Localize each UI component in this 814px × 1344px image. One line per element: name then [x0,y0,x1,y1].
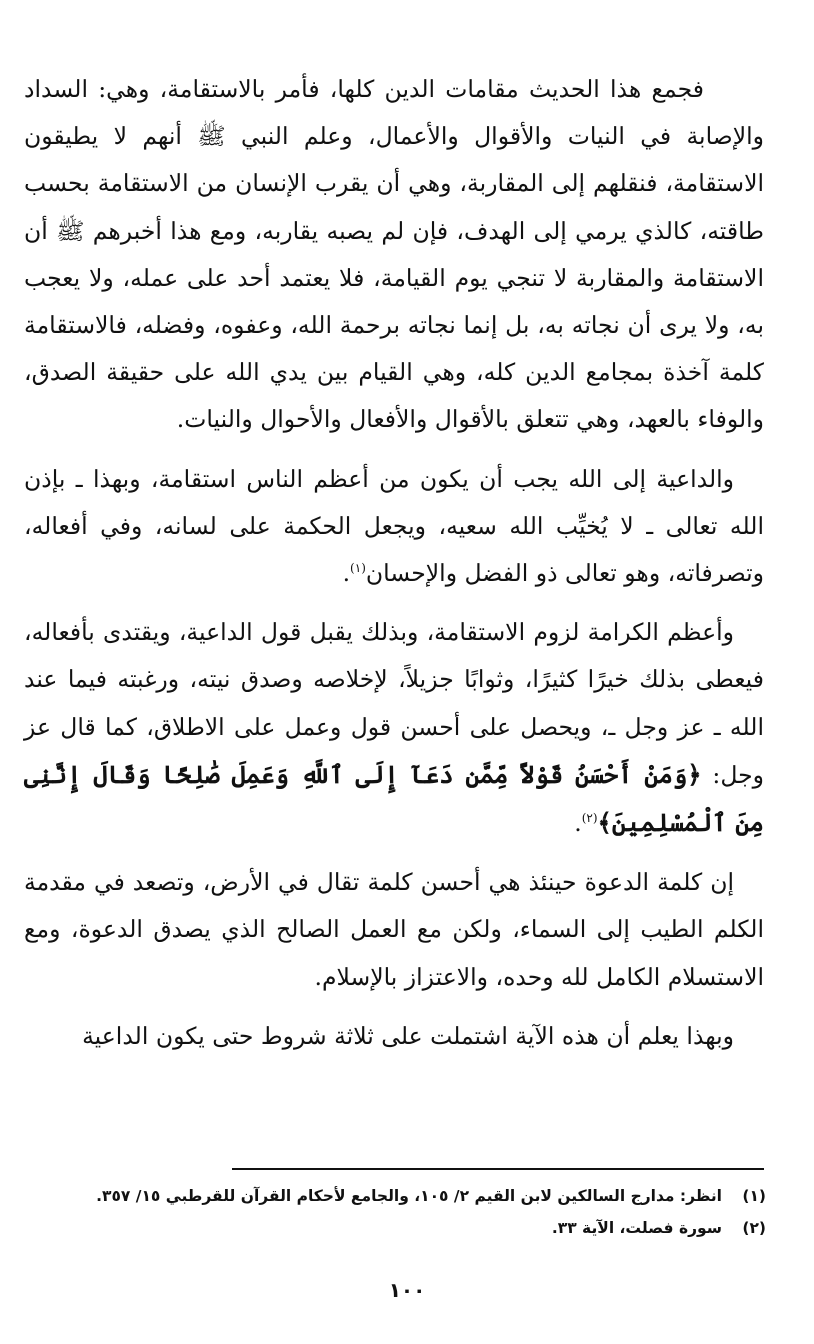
footnote-text: سورة فصلت، الآية ٣٣. [551,1219,722,1237]
footnote-2 [40,1212,766,1244]
footnote-number: (١) [742,1187,766,1205]
footnote-text: انظر: مدارج السالكين لابن القيم ٢/ ١٠٥، والجامع لأحكام القرآن للقرطبي ١٥/ ٣٥٧. [96,1187,722,1205]
footnotes [40,1180,766,1244]
paragraph-3-text: وأعظم الكرامة لزوم الاستقامة، وبذلك يقبل قول الداعية، ويقتدى بأفعاله، فيعطى بذلك خيرًا كثيرًا، وثوابًا جزيلاً، لإخلاصه وصدق نيته، ورغبته فيما عند الله ـ عز وجل ـ، ويحصل على أحسن قول وعمل على الاطلاق، كما قال عز وجل: [24,618,764,789]
paragraph-4: إن كلمة الدعوة حينئذ هي أحسن كلمة تقال في الأرض، وتصعد في مقدمة الكلم الطيب إلى السماء، ولكن مع العمل الصالح الذي يصدق الدعوة، ومع الاستسلام الكامل لله وحده، والاعتزاز بالإسلام. [24,868,764,991]
footnote-number: (٢) [742,1219,766,1237]
paragraph-1: فجمع هذا الحديث مقامات الدين كلها، فأمر بالاستقامة، وهي: السداد والإصابة في النيات والأقوال والأعمال، وعلم النبي ﷺ أنهم لا يطيقون الاستقامة، فنقلهم إلى المقاربة، وهي أن يقرب الإنسان من الاستقامة بحسب طاقته، كالذي يرمي إلى الهدف، فإن لم يصبه يقاربه، ومع هذا أخبرهم ﷺ أن الاستقامة والمقاربة لا تنجي يوم القيامة، فلا يعتمد أحد على عمله، ولا يعجب به، ولا يرى أن نجاته به، بل إنما نجاته برحمة الله، وعفوه، وفضله، فالاستقامة كلمة آخذة بمجامع الدين كله، وهي القيام بين يدي الله على حقيقة الصدق، والوفاء بالعهد، وهي تتعلق بالأقوال والأفعال والأحوال والنيات. [24,75,764,434]
footnote-1 [40,1180,766,1212]
footnote-ref-2: (٢) [581,811,598,826]
main-text [24,66,764,1072]
paragraph-2-text: والداعية إلى الله يجب أن يكون من أعظم الناس استقامة، وبهذا ـ بإذن الله تعالى ـ لا يُخيِّب الله سعيه، ويجعل الحكمة على لسانه، وفي أفعاله، وتصرفاته، وهو تعالى ذو الفضل والإحسان [24,464,764,588]
footnote-ref-1: (١) [350,561,366,576]
paragraph-3 [24,609,764,847]
paragraph-3-end: . [574,809,582,838]
paragraph-2 [24,456,764,598]
footnote-divider [232,1168,764,1170]
page-number: ١٠٠ [388,1278,426,1302]
quran-verse: ﴿وَمَنْ أَحْسَنُ قَوْلاً مِّمَّن دَعَآ إِلَى ٱللَّهِ وَعَمِلَ صَٰلِحًا وَقَالَ إِنَّنِى مِنَ ٱلْمُسْلِمِينَ﴾ [24,759,764,838]
paragraph-2-end: . [342,559,351,588]
paragraph-5: وبهذا يعلم أن هذه الآية اشتملت على ثلاثة شروط حتى يكون الداعية [82,1021,734,1050]
